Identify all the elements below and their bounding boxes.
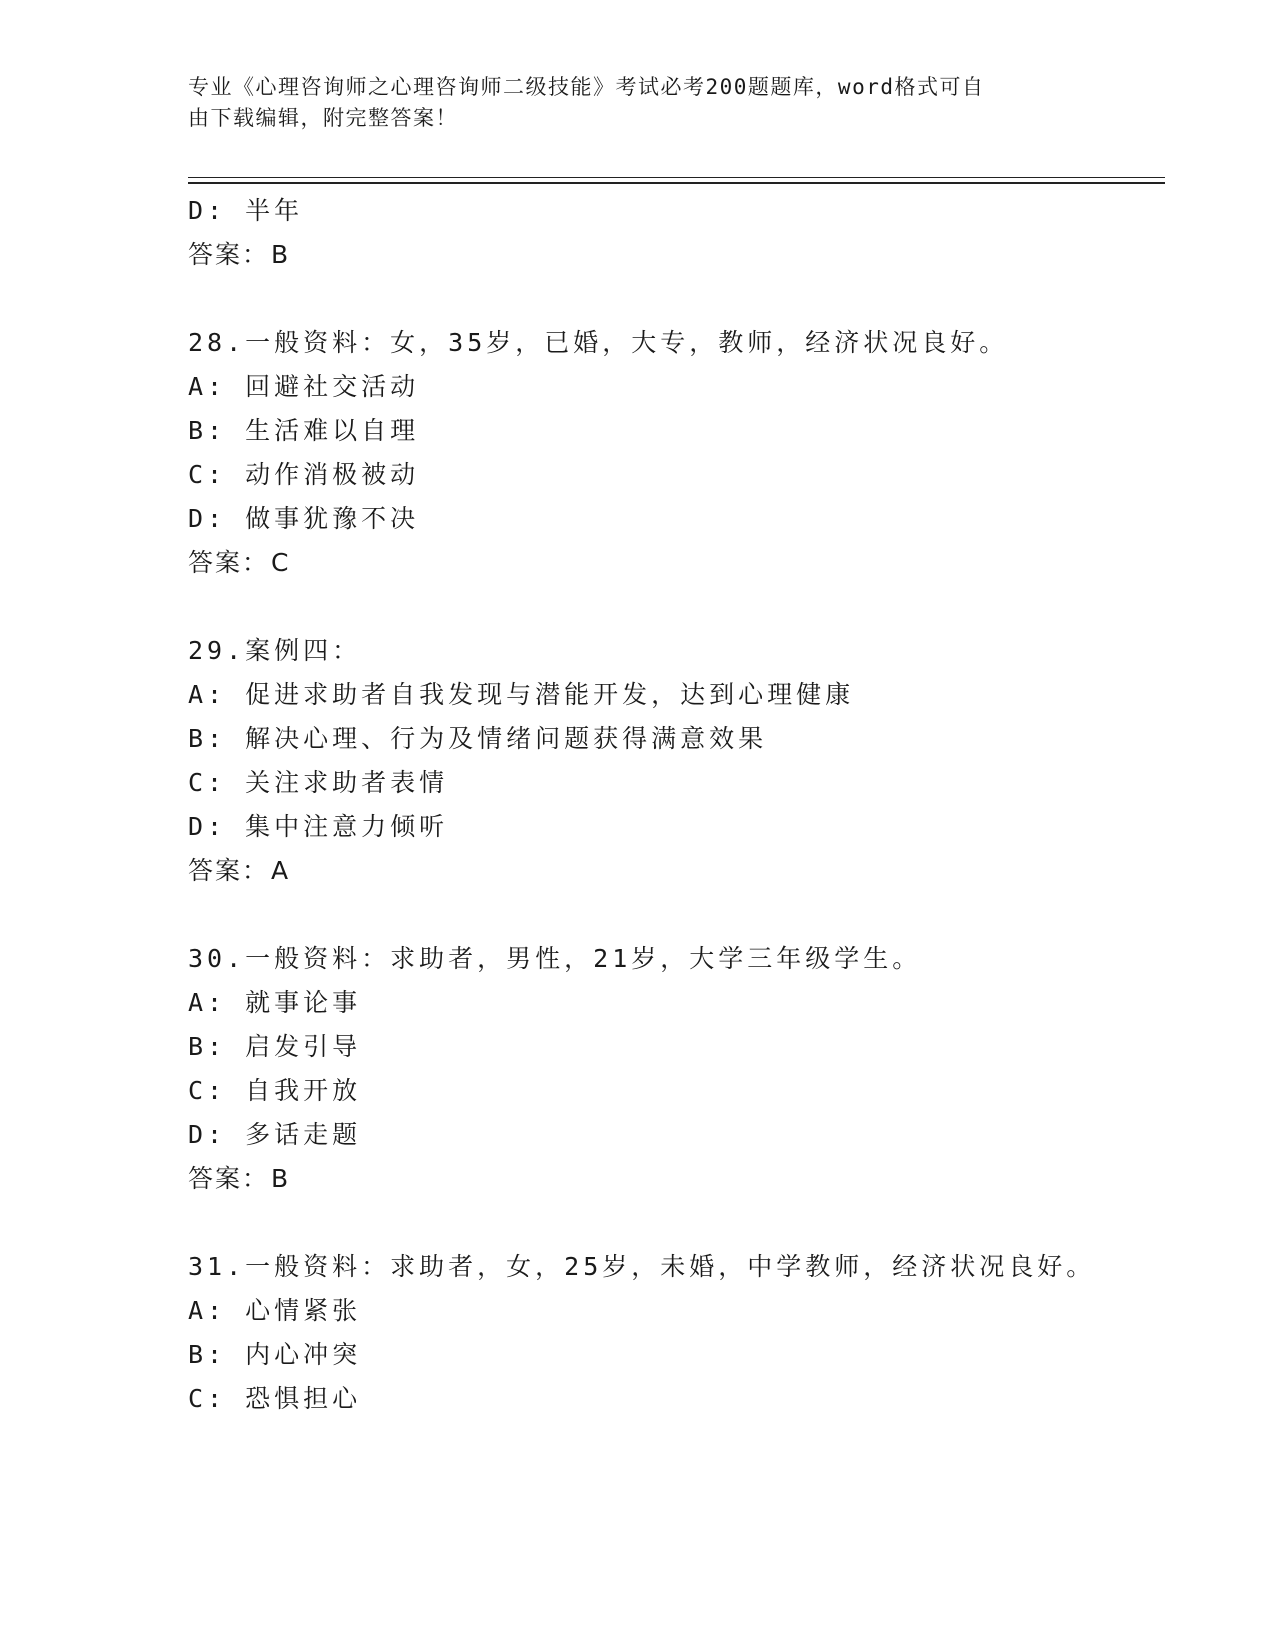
option-b: B: 解决心理、行为及情绪问题获得满意效果 xyxy=(188,724,768,753)
option-d: D: 集中注意力倾听 xyxy=(188,812,449,841)
option-d: D: 半年 xyxy=(188,196,304,225)
option-b: B: 启发引导 xyxy=(188,1032,362,1061)
option-a: A: 促进求助者自我发现与潜能开发，达到心理健康 xyxy=(188,680,855,709)
option-c: C: 恐惧担心 xyxy=(188,1384,362,1413)
option-d: D: 做事犹豫不决 xyxy=(188,504,420,533)
option-c: C: 关注求助者表情 xyxy=(188,768,449,797)
header-divider-thin xyxy=(188,177,1165,178)
option-c: C: 自我开放 xyxy=(188,1076,362,1105)
answer-label: 答案： xyxy=(188,240,270,269)
option-a: A: 就事论事 xyxy=(188,988,362,1017)
answer-line xyxy=(188,548,290,578)
question-stem: 31.一般资料：求助者，女，25岁，未婚，中学教师，经济状况良好。 xyxy=(188,1252,1096,1281)
header-line-2: 由下载编辑，附完整答案！ xyxy=(188,106,458,130)
header-line-1: 专业《心理咨询师之心理咨询师二级技能》考试必考200题题库，word格式可自 xyxy=(188,75,985,99)
question-stem: 30.一般资料：求助者，男性，21岁，大学三年级学生。 xyxy=(188,944,922,973)
answer-value: B xyxy=(271,240,291,269)
option-b: B: 生活难以自理 xyxy=(188,416,420,445)
answer-label: 答案： xyxy=(188,1164,270,1193)
answer-value: A xyxy=(271,856,291,885)
option-b: B: 内心冲突 xyxy=(188,1340,362,1369)
answer-value: B xyxy=(271,1164,291,1193)
option-a: A: 心情紧张 xyxy=(188,1296,362,1325)
option-d: D: 多话走题 xyxy=(188,1120,362,1149)
answer-line xyxy=(188,856,290,886)
answer-value: C xyxy=(271,548,291,577)
document-header xyxy=(188,72,1088,134)
question-stem: 29.案例四： xyxy=(188,636,362,665)
answer-label: 答案： xyxy=(188,548,270,577)
answer-line xyxy=(188,1164,290,1194)
option-a: A: 回避社交活动 xyxy=(188,372,420,401)
answer-line xyxy=(188,240,290,270)
question-stem: 28.一般资料：女，35岁，已婚，大专，教师，经济状况良好。 xyxy=(188,328,1009,357)
header-divider-thick xyxy=(188,182,1165,184)
answer-label: 答案： xyxy=(188,856,270,885)
option-c: C: 动作消极被动 xyxy=(188,460,420,489)
